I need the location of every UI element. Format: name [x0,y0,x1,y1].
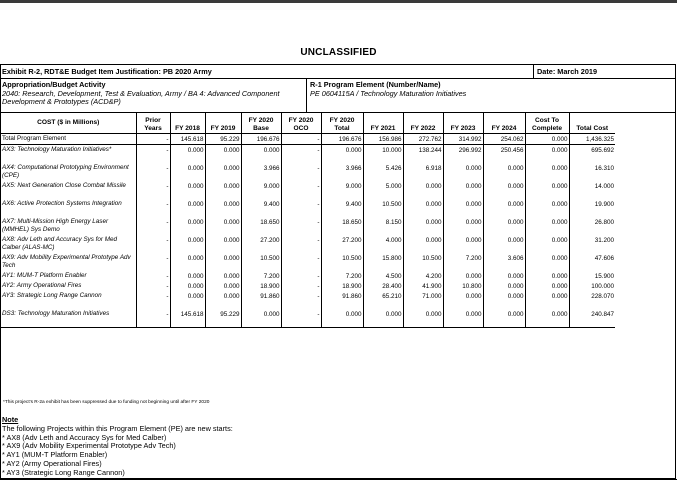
cost-cell: 95.229 [205,309,241,327]
cost-table [1,113,615,328]
cost-cell: - [281,134,321,145]
cost-cell: 95.229 [205,134,241,145]
cost-cell: 3.966 [321,163,363,181]
cost-cell: 14.000 [594,182,614,190]
cost-table-body [1,134,615,328]
cost-cell: - [281,291,321,309]
cost-cell: 3.966 [241,163,281,181]
cost-cell: 0.000 [170,217,205,235]
column-header: FY 2020 Total [321,113,363,134]
cost-cell: 0.000 [483,199,525,217]
cost-cell: - [281,163,321,181]
cost-cell: - [281,253,321,271]
appropriation-label: Appropriation/Budget Activity [2,80,106,89]
cost-cell: 0.000 [241,309,281,327]
list-item: * AX8 (Adv Leth and Accuracy Sys for Med Calber) [2,434,233,443]
cost-cell: 0.000 [525,134,569,145]
cost-cell: 3.606 [483,253,525,271]
cost-cell: 0.000 [525,163,569,181]
cost-cell: 4.500 [363,271,403,281]
cost-cell: 0.000 [403,181,443,199]
cost-cell: 65.210 [363,291,403,309]
cost-cell: - [136,134,170,145]
table-row [1,217,615,235]
row-label-cell [1,281,136,291]
row-label-cell [1,217,136,235]
cost-cell: 27.200 [321,235,363,253]
column-header: FY 2019 [205,113,241,134]
list-item: * AY1 (MUM-T Platform Enabler) [2,451,233,460]
cost-cell: 28.400 [363,281,403,291]
cost-cell: - [136,181,170,199]
row-label-cell [1,309,136,327]
cost-cell: - [281,281,321,291]
cost-cell: 0.000 [525,309,569,327]
program-element-value: PE 0604115A / Technology Maturation Initiatives [310,88,467,98]
cost-cell: 18.900 [321,281,363,291]
cost-cell: 138.244 [403,145,443,163]
cost-cell: 0.000 [483,309,525,327]
row-label-cell [1,134,136,145]
row-label: AX7: Multi-Mission High Energy Laser (MMHEL) Sys Demo [2,217,109,234]
cost-cell: 0.000 [525,199,569,217]
column-header: FY 2018 [170,113,205,134]
cost-cell: 0.000 [205,253,241,271]
cost-cell: 0.000 [525,271,569,281]
cost-cell: 0.000 [443,309,483,327]
table-row [1,181,615,199]
cost-cell: 0.000 [205,281,241,291]
row-label: AX5: Next Generation Close Combat Missile [2,181,126,189]
cost-cell: 0.000 [443,217,483,235]
cost-cell: 18.650 [241,217,281,235]
row-label-cell [1,199,136,217]
column-header: FY 2024 [483,113,525,134]
cost-cell: - [136,217,170,235]
appropriation-block [2,81,302,107]
cost-cell: 0.000 [170,145,205,163]
cost-cell: 91.860 [241,291,281,309]
cost-cell: 9.000 [321,181,363,199]
top-border [0,0,677,3]
cost-cell: 145.618 [170,134,205,145]
cost-cell: 314.992 [443,134,483,145]
cost-cell: 8.150 [363,217,403,235]
cost-cell: 0.000 [525,253,569,271]
list-item: * AY3 (Strategic Long Range Cannon) [2,469,233,478]
cost-cell: 0.000 [483,163,525,181]
cost-cell: 0.000 [403,199,443,217]
table-row [1,145,615,163]
cost-cell: - [136,145,170,163]
cost-cell: - [136,199,170,217]
column-header: COST ($ in Millions) [1,113,136,134]
cost-cell: 0.000 [483,291,525,309]
cost-cell: 0.000 [525,281,569,291]
cost-cell: 0.000 [170,253,205,271]
cost-cell: 0.000 [443,271,483,281]
cost-cell: 695.692 [591,147,614,155]
exhibit-title: Exhibit R-2, RDT&E Budget Item Justification: PB 2020 Army [2,67,212,76]
notes-heading: Note [2,415,19,424]
cost-cell: 0.000 [205,217,241,235]
column-header: Prior Years [136,113,170,134]
cost-cell: 9.400 [241,199,281,217]
cost-cell: 0.000 [525,291,569,309]
row-label: AX3: Technology Maturation Initiatives* [2,146,112,154]
table-row [1,134,615,145]
notes-intro: The following Projects within this Program Element (PE) are new starts: [2,423,233,433]
cost-cell: 0.000 [170,271,205,281]
cost-cell: 91.860 [321,291,363,309]
cost-cell: 0.000 [321,309,363,327]
row-label: AY3: Strategic Long Range Cannon [2,292,102,300]
cost-cell: 0.000 [525,217,569,235]
program-element-block [306,79,466,112]
column-header: FY 2021 [363,113,403,134]
cost-cell: 145.618 [170,309,205,327]
cost-cell: 296.992 [443,145,483,163]
cost-cell: - [136,163,170,181]
cost-cell: 0.000 [483,281,525,291]
cost-cell: 18.900 [241,281,281,291]
cost-cell: - [136,271,170,281]
cost-cell: 0.000 [205,235,241,253]
cost-cell: 100.000 [591,283,614,291]
table-row [1,253,615,271]
table-row [1,271,615,281]
table-row [1,163,615,181]
cost-cell: 7.200 [241,271,281,281]
cost-cell: 0.000 [483,235,525,253]
row-label: AX8: Adv Leth and Accuracy Sys for Med Calber (ALAS-MC) [2,235,118,252]
cost-cell: 1,436.325 [569,134,615,145]
cost-cell: 0.000 [525,145,569,163]
cost-cell: 196.676 [241,134,281,145]
cost-cell: 0.000 [443,235,483,253]
cost-cell: 0.000 [443,291,483,309]
cost-cell: - [281,309,321,327]
cost-cell: - [136,291,170,309]
cost-cell: 0.000 [483,271,525,281]
exhibit-date: Date: March 2019 [533,65,597,78]
cost-cell: 0.000 [170,281,205,291]
cost-cell: 9.000 [241,181,281,199]
cost-cell: 7.200 [443,253,483,271]
appropriation-value: 2040: Research, Development, Test & Evaluation, Army / BA 4: Advanced Component Development & Prototypes (ACD&P) [2,88,280,106]
cost-cell: - [281,217,321,235]
cost-cell: 0.000 [241,145,281,163]
row-label-cell [1,163,136,181]
cost-cell: 0.000 [403,217,443,235]
cost-cell: 10.500 [241,253,281,271]
exhibit-frame [0,64,676,479]
cost-cell: 0.000 [403,309,443,327]
bottom-border [0,479,677,480]
table-row [1,235,615,253]
cost-cell: 47.606 [594,254,614,262]
cost-cell: - [281,181,321,199]
cost-cell: 250.456 [483,145,525,163]
row-label-cell [1,253,136,271]
cost-cell: 15.900 [594,272,614,280]
table-row [1,199,615,217]
cost-cell: 10.500 [363,199,403,217]
cost-cell: 0.000 [443,181,483,199]
cost-cell: 196.676 [321,134,363,145]
footnote: *This project's R-2a exhibit has been suppressed due to funding not beginning until after FY 2020 [3,400,210,405]
table-row [1,309,615,327]
cost-cell: - [136,281,170,291]
cost-cell: 254.062 [483,134,525,145]
cost-cell: 5.000 [363,181,403,199]
cost-cell: 0.000 [443,199,483,217]
cost-cell: 0.000 [205,271,241,281]
cost-cell: 7.200 [321,271,363,281]
cost-cell: 4.200 [403,271,443,281]
notes-section [2,416,233,478]
cost-cell: 0.000 [363,309,403,327]
cost-cell: 0.000 [205,163,241,181]
column-header: FY 2020 OCO [281,113,321,134]
cost-cell: 240.847 [569,309,615,327]
cost-cell: 0.000 [205,291,241,309]
cost-cell: 4.000 [363,235,403,253]
appropriation-header [1,79,675,113]
cost-cell: 10.500 [403,253,443,271]
cost-cell: 0.000 [483,217,525,235]
cost-table-header [1,113,615,134]
cost-cell: 16.310 [594,164,614,172]
row-label-cell [1,271,136,281]
cost-cell: 0.000 [170,235,205,253]
new-starts-list [2,434,233,478]
row-label: AX9: Adv Mobility Experimental Prototype Adv Tech [2,253,131,270]
cost-cell: 41.900 [403,281,443,291]
cost-cell: 5.426 [363,163,403,181]
cost-cell: 6.918 [403,163,443,181]
list-item: * AY2 (Army Operational Fires) [2,460,233,469]
cost-cell: 0.000 [170,163,205,181]
cost-cell: - [281,271,321,281]
cost-cell: - [281,235,321,253]
table-row [1,281,615,291]
cost-cell: 0.000 [170,291,205,309]
cost-cell: - [281,199,321,217]
cost-cell: 26.800 [594,218,614,226]
row-label-cell [1,235,136,253]
cost-cell: 10.000 [363,145,403,163]
classification-banner: UNCLASSIFIED [300,47,377,58]
cost-cell: 228.070 [591,293,614,301]
cost-cell: 19.900 [594,200,614,208]
cost-cell: 0.000 [205,145,241,163]
row-label: AY1: MUM-T Platform Enabler [2,271,87,279]
cost-cell: 31.200 [594,236,614,244]
cost-cell: 0.000 [443,163,483,181]
exhibit-header [1,65,675,79]
cost-cell: - [136,253,170,271]
cost-cell: 0.000 [525,235,569,253]
list-item: * AX9 (Adv Mobility Experimental Prototype Adv Tech) [2,442,233,451]
cost-cell: - [281,145,321,163]
cost-cell: 0.000 [483,181,525,199]
column-header: Total Cost [569,113,615,134]
row-label: Total Program Element [2,135,67,142]
table-row [1,291,615,309]
cost-cell: 0.000 [403,235,443,253]
row-label: DS3: Technology Maturation Initiatives [2,310,110,318]
cost-cell: 0.000 [170,199,205,217]
cost-cell: 0.000 [205,199,241,217]
column-header: FY 2022 [403,113,443,134]
cost-cell: 27.200 [241,235,281,253]
cost-cell: 10.800 [443,281,483,291]
cost-cell: 10.500 [321,253,363,271]
cost-cell: - [136,309,170,327]
cost-cell: - [136,235,170,253]
row-label: AX4: Computational Prototyping Environment (CPE) [2,163,129,180]
cost-cell: 0.000 [321,145,363,163]
cost-cell: 272.762 [403,134,443,145]
row-label: AY2: Army Operational Fires [2,282,82,290]
column-header: FY 2023 [443,113,483,134]
column-header: Cost To Complete [525,113,569,134]
cost-cell: 71.000 [403,291,443,309]
row-label: AX6: Active Protection Systems Integration [2,199,122,207]
cost-cell: 18.650 [321,217,363,235]
cost-cell: 0.000 [525,181,569,199]
cost-cell: 0.000 [205,181,241,199]
cost-cell: 9.400 [321,199,363,217]
program-element-label: R-1 Program Element (Number/Name) [310,80,441,89]
row-label-cell [1,291,136,309]
cost-cell: 156.986 [363,134,403,145]
cost-cell: 0.000 [170,181,205,199]
cost-cell: 15.800 [363,253,403,271]
row-label-cell [1,145,136,163]
column-header: FY 2020 Base [241,113,281,134]
row-label-cell [1,181,136,199]
